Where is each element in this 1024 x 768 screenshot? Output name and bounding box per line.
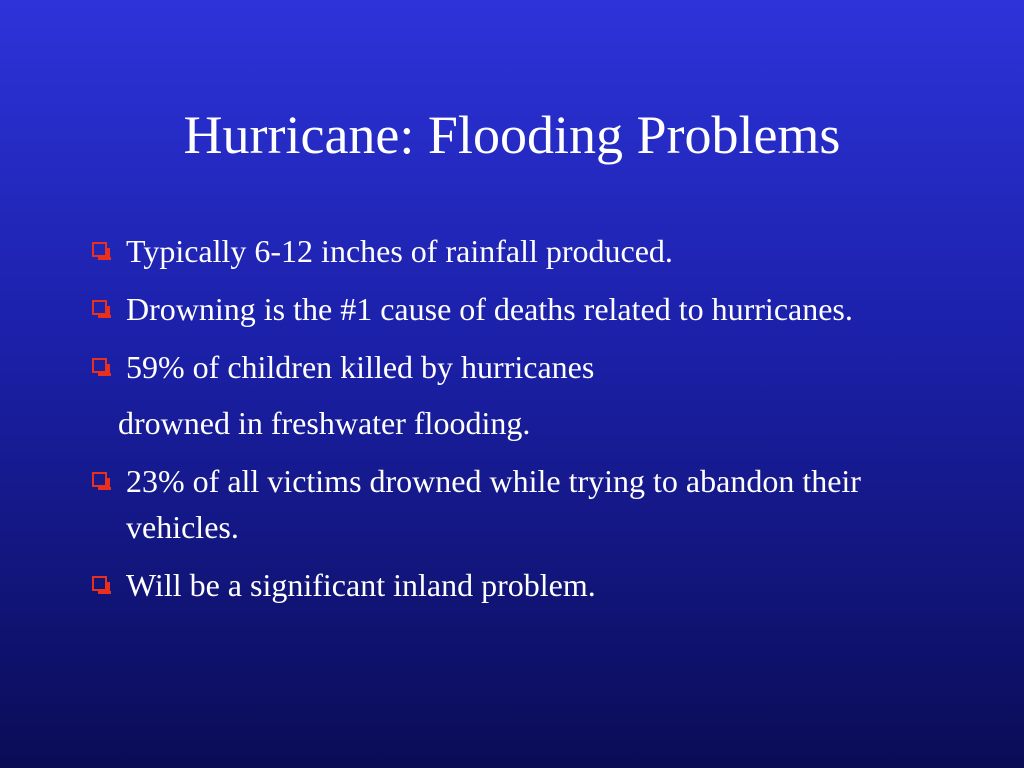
bullet-text: Typically 6-12 inches of rainfall produced. [126,233,673,269]
bullet-text: Drowning is the #1 cause of deaths related to hurricanes. [126,291,853,327]
bullet-item [90,562,950,608]
continuation-line: drowned in freshwater flooding. [118,405,531,441]
bullet-item [90,344,950,390]
bullet-text: 23% of all victims drowned while trying to abandon their vehicles. [126,463,861,545]
square-bullet-icon [92,576,107,591]
bullet-item [90,286,950,332]
bullet-text: 59% of children killed by hurricanes [126,349,595,385]
bullet-item [90,458,950,550]
bullet-item [90,228,950,274]
square-bullet-icon [92,242,107,257]
square-bullet-icon [92,472,107,487]
square-bullet-icon [92,300,107,315]
bullet-text: Will be a significant inland problem. [126,567,596,603]
bullet-list [90,228,950,620]
square-bullet-icon [92,358,107,373]
slide-title: Hurricane: Flooding Problems [183,105,841,165]
